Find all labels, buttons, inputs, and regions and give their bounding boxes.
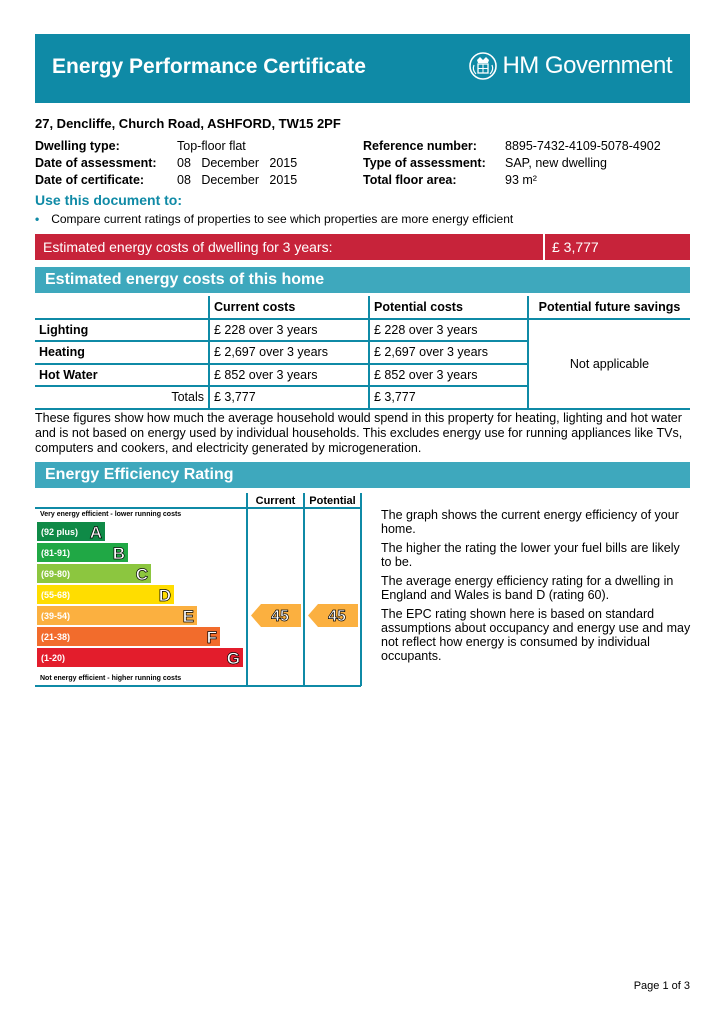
band-b — [37, 543, 128, 563]
bullet-icon: • — [35, 212, 40, 226]
table-header-empty — [35, 296, 209, 319]
band-letter: A — [89, 523, 102, 542]
detail-label: Dwelling type: — [35, 139, 120, 153]
detail-value: 08 December 2015 — [177, 156, 298, 170]
detail-value: Top-floor flat — [177, 139, 246, 153]
detail-value: 08 December 2015 — [177, 173, 298, 187]
rating-paragraph: The higher the rating the lower your fuel bills are likely to be. — [381, 541, 680, 569]
row-current: £ 2,697 over 3 years — [209, 341, 369, 364]
band-e — [37, 606, 197, 626]
band-range: (81-91) — [41, 548, 71, 558]
detail-label: Date of certificate: — [35, 173, 145, 187]
detail-row — [35, 138, 297, 155]
divider — [543, 234, 545, 260]
band-letter: G — [226, 649, 240, 668]
efficiency-section-heading — [35, 462, 690, 488]
detail-value: 8895-7432-4109-5078-4902 — [505, 139, 661, 153]
details-right — [363, 138, 661, 189]
band-letter: C — [135, 565, 148, 584]
detail-label: Type of assessment: — [363, 156, 486, 170]
detail-label: Total floor area: — [363, 173, 457, 187]
page-title: Energy Performance Certificate — [52, 55, 366, 78]
table-header-current: Current costs — [209, 296, 369, 319]
band-bar — [37, 648, 243, 667]
detail-row — [363, 155, 661, 172]
detail-row — [35, 172, 297, 189]
detail-value: SAP, new dwelling — [505, 156, 607, 170]
column-current-label: Current — [255, 495, 296, 507]
row-label: Lighting — [35, 319, 209, 342]
rating-paragraph: The average energy efficiency rating for a dwelling in England and Wales is band D (rating 60). — [381, 574, 674, 602]
costs-section-heading — [35, 267, 690, 293]
costs-table — [35, 296, 690, 410]
band-f — [37, 627, 220, 647]
royal-crest-icon — [468, 51, 498, 81]
savings-cell: Not applicable — [528, 319, 690, 409]
row-current: £ 228 over 3 years — [209, 319, 369, 342]
estimated-cost-bar — [35, 234, 690, 260]
costs-explanation: These figures show how much the average household would spend in this property for heating, lighting and hot water and is not based on energy used by individual households. This excludes energy use for running appliances like TVs, computers and cookers, and electricity generated by microgeneration. — [35, 411, 683, 455]
band-g — [37, 648, 243, 668]
hm-government-logo — [468, 51, 672, 81]
rating-explanation — [381, 508, 691, 668]
row-potential: £ 2,697 over 3 years — [369, 341, 528, 364]
detail-row — [363, 138, 661, 155]
table-header-savings: Potential future savings — [528, 296, 690, 319]
band-a — [37, 522, 105, 542]
costs-section-title: Estimated energy costs of this home — [45, 271, 325, 288]
band-range: (1-20) — [41, 653, 66, 663]
bottom-note: Not energy efficient - higher running costs — [40, 675, 182, 682]
band-range: (39-54) — [41, 611, 71, 621]
top-note: Very energy efficient - lower running costs — [40, 511, 182, 518]
arrow-value: 45 — [328, 608, 346, 625]
use-document-heading: Use this document to: — [35, 192, 183, 208]
arrow-value: 45 — [271, 608, 289, 625]
band-letter: B — [112, 544, 125, 563]
band-c — [37, 564, 151, 584]
rating-paragraph: The EPC rating shown here is based on standard assumptions about occupancy and energy use and may not reflect how energy is consumed by individual occupants. — [381, 607, 691, 663]
rating-paragraph: The graph shows the current energy efficiency of your home. — [381, 508, 679, 536]
band-range: (69-80) — [41, 569, 71, 579]
band-range: (92 plus) — [41, 527, 79, 537]
totals-potential: £ 3,777 — [369, 386, 528, 409]
property-address: 27, Dencliffe, Church Road, ASHFORD, TW15 2PF — [35, 116, 341, 131]
details-left — [35, 138, 297, 189]
detail-value: 93 m² — [505, 173, 537, 187]
estimated-cost-value: £ 3,777 — [552, 239, 599, 255]
row-current: £ 852 over 3 years — [209, 364, 369, 387]
row-potential: £ 228 over 3 years — [369, 319, 528, 342]
table-header-row — [35, 296, 690, 319]
header-banner — [35, 34, 690, 103]
use-document-bullet — [35, 212, 513, 226]
band-range: (21-38) — [41, 632, 71, 642]
band-letter: D — [158, 586, 171, 605]
row-label: Hot Water — [35, 364, 209, 387]
row-potential: £ 852 over 3 years — [369, 364, 528, 387]
page-number: Page 1 of 3 — [633, 980, 690, 992]
table-header-potential: Potential costs — [369, 296, 528, 319]
potential-rating-arrow — [308, 604, 358, 627]
band-range: (55-68) — [41, 590, 71, 600]
rating-bands — [37, 522, 243, 668]
band-letter: F — [206, 628, 217, 647]
current-rating-arrow — [251, 604, 301, 627]
band-letter: E — [182, 607, 194, 626]
bullet-text: Compare current ratings of properties to see which properties are more energy efficient — [51, 212, 514, 226]
detail-row — [363, 172, 661, 189]
totals-current: £ 3,777 — [209, 386, 369, 409]
column-potential-label: Potential — [309, 495, 356, 507]
row-label: Heating — [35, 341, 209, 364]
efficiency-section-title: Energy Efficiency Rating — [45, 466, 234, 483]
totals-label: Totals — [35, 386, 209, 409]
detail-row — [35, 155, 297, 172]
efficiency-rating-chart — [35, 491, 365, 691]
estimated-cost-label: Estimated energy costs of dwelling for 3 years: — [43, 239, 333, 255]
detail-label: Date of assessment: — [35, 156, 157, 170]
band-d — [37, 585, 174, 605]
detail-label: Reference number: — [363, 139, 477, 153]
table-row — [35, 319, 690, 342]
logo-text: HM Government — [502, 52, 672, 79]
